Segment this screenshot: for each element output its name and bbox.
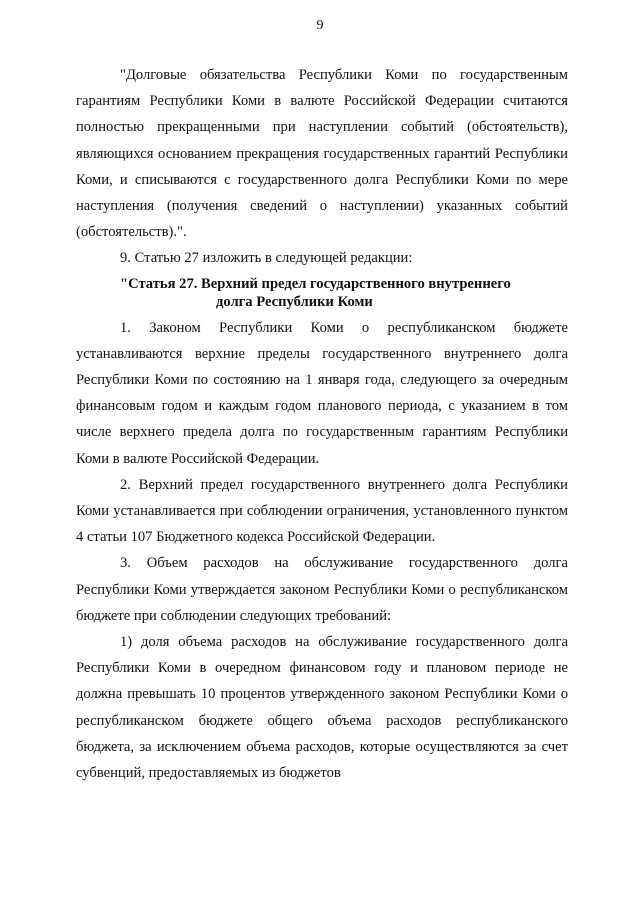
article-subitem-1: 1) доля объема расходов на обслуживание государственного долга Республики Коми в очередном финансовом году и плановом периоде не должна превышать 10 процентов утвержденного законом Республики Коми о республиканском бюджете общего объема расходов республиканского бюджета, за исключением объема расходов, которые осуществляются за счет субвенций, предоставляемых из бюджетов — [76, 634, 568, 782]
article-title-line-2: долга Республики Коми — [216, 293, 373, 310]
paragraph-debt-obligations: "Долговые обязательства Республики Коми по государственным гарантиям Республики Коми в валюте Российской Федерации считаются полностью прекращенными при наступлении событий (обстоятельств), являющихся основанием прекращения государственных гарантий Республики Коми, и списываются с государственного долга Республики Коми по мере наступления (получения сведений о наступлении) указанных событий (обстоятельств).". — [76, 67, 568, 241]
article-title-line-1: "Статья 27. Верхний предел государственного внутреннего — [120, 275, 511, 292]
article-27-title — [76, 275, 568, 311]
article-item-3: 3. Объем расходов на обслуживание государственного долга Республики Коми утверждается законом Республики Коми о республиканском бюджете при соблюдении следующих требований: — [76, 555, 568, 624]
page-number: 9 — [316, 18, 324, 33]
document-body — [76, 62, 568, 786]
paragraph-amendment-9: 9. Статью 27 изложить в следующей редакции: — [120, 250, 413, 267]
article-item-1: 1. Законом Республики Коми о республиканском бюджете устанавливаются верхние пределы государственного внутреннего долга Республики Коми по состоянию на 1 января года, следующего за очередным финансовым годом и каждым годом планового периода, с указанием в том числе верхнего предела долга по государственным гарантиям Республики Коми в валюте Российской Федерации. — [76, 319, 568, 467]
article-item-2: 2. Верхний предел государственного внутреннего долга Республики Коми устанавливается при соблюдении ограничения, установленного пунктом 4 статьи 107 Бюджетного кодекса Российской Федерации. — [76, 476, 568, 546]
